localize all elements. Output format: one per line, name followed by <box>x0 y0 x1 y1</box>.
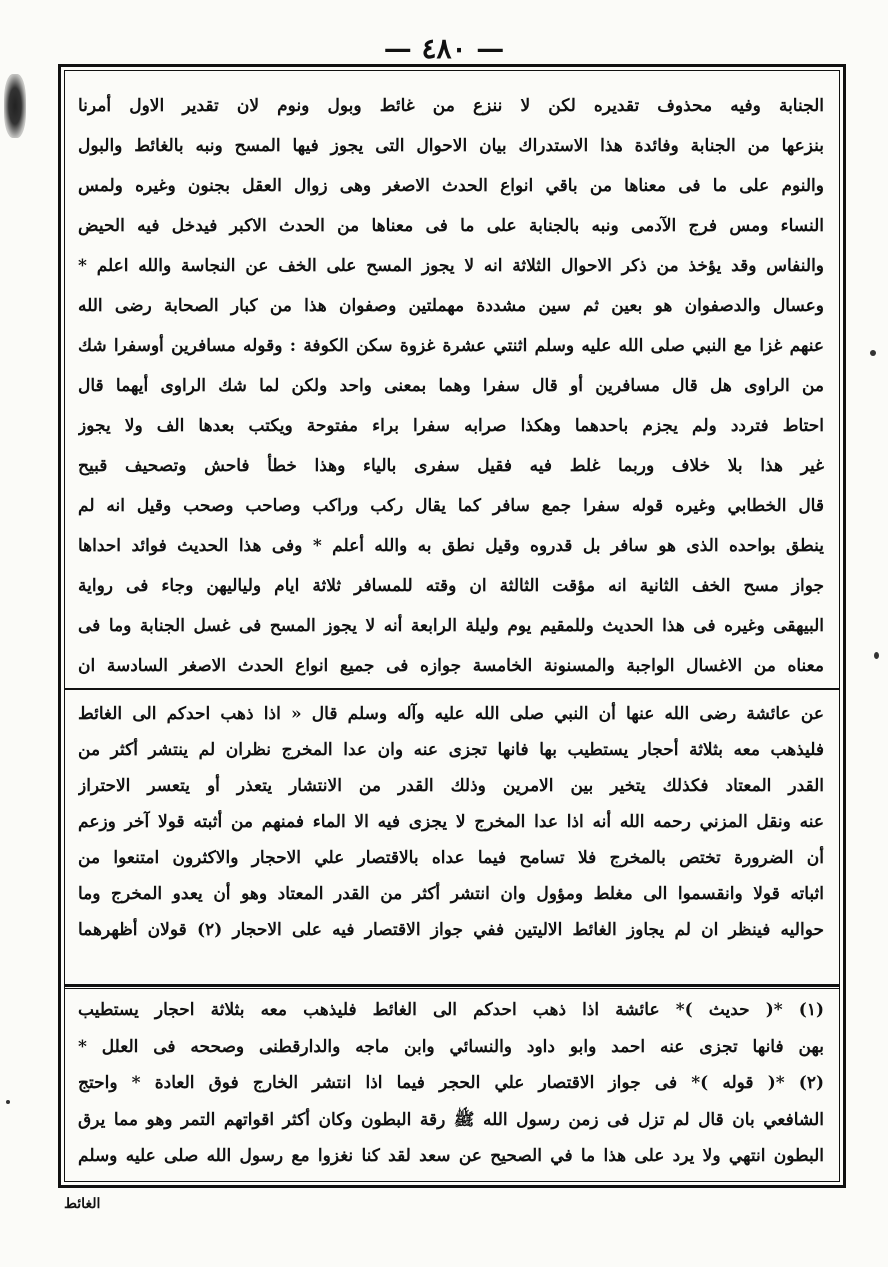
commentary-text <box>78 86 824 686</box>
footnote-line: بهن فانها تجزى عنه احمد وابو داود والنسائي وابن ماجه والدارقطنى وصححه فى العلل * <box>78 1036 824 1057</box>
page-number: — ٤٨٠ — <box>383 32 505 65</box>
commentary-line: ينطق بواحده الذى هو سافر بل قدروه وقيل نطق به والله أعلم * وفى هذا الحديث فوائد احداها <box>78 536 824 556</box>
main-text-line: عن عائشة رضى الله عنها أن النبي صلى الله عليه وآله وسلم قال « اذا ذهب احدكم الى الغائط <box>78 704 824 724</box>
main-text-line: أن الضرورة تختص بالمخرج فلا تسامح فيما عداه بالاقتصار علي الاحجار والاكثرون امتنعوا من <box>78 848 824 868</box>
commentary-line: احتاط فتردد ولم يجزم باحدهما وهكذا صرابه سفرا براء مفتوحة ويكتب بعدها الف ولا يجوز <box>78 416 824 436</box>
commentary-line: معناه من الاغسال الواجبة والمسنونة الخامسة جوازه فى جميع انواع الحدث الاصغر السادسة ان <box>78 656 824 676</box>
commentary-line: الجنابة وفيه محذوف تقديره لكن لا ننزع من غائط وبول ونوم لان تقدير الاول أمرنا <box>78 96 824 116</box>
margin-mark <box>6 1100 10 1104</box>
catchword: الغائط <box>64 1196 101 1212</box>
margin-mark <box>874 652 879 659</box>
footnotes <box>78 992 824 1176</box>
footnote-line: البطون انتهي ولا يرد على هذا ما في الصحيح عن سعد لقد كنا نغزوا مع رسول الله صلى عليه وسلم <box>78 1146 824 1166</box>
main-text-line: القدر المعتاد فكذلك يتخير بين الامرين وذلك القدر من الانتشار يتعذر أو يتعسر الاحتراز <box>78 776 824 796</box>
margin-mark <box>870 350 876 356</box>
footnote-divider <box>64 984 840 987</box>
commentary-line: والنفاس وقد يؤخذ من ذكر الاحوال الثلاثة انه لا يجوز المسح على الخف عن النجاسة والله اعلم * <box>78 256 824 276</box>
commentary-line: جواز مسح الخف الثانية انه مؤقت الثالثة ان وقته للمسافر ثلاثة ايام ولياليهن وجاء فى رواية <box>78 576 824 596</box>
main-text-line: حواليه فينظر ان لم يجاوز الغائط الاليتين ففي جواز الاقتصار فيه على الاحجار (٢) قولان أظهرهما <box>78 920 824 940</box>
footnote-line: الشافعي بان قال لم تزل فى زمن رسول الله ﷺ رقة البطون وكان أكثر اقواتهم التمر وهو مما يرق <box>78 1109 824 1130</box>
main-text <box>78 696 824 976</box>
commentary-line: عنهم غزا مع النبي صلى الله عليه وسلم اثنتي عشرة غزوة سكن الكوفة : وقوله مسافرين أوسفرا شك <box>78 336 824 356</box>
commentary-line: النساء ومس فرج الآدمى ونبه بالجنابة على ما فى معناها من الحدث الاكبر فيدخل فيه الحيض <box>78 216 824 236</box>
section-divider <box>64 688 840 690</box>
commentary-line: من الراوى هل قال مسافرين أو قال سفرا وهما بمعنى واحد ولكن لما شك الراوى أيهما قال <box>78 376 824 396</box>
main-text-line: عنه ونقل المزني رحمه الله أنه اذا عدا المخرج لا يجزى فيه الا الماء فمنهم من أثبته قولا آخر وزعم <box>78 812 824 832</box>
footnote-line: (١) *( حديث )* عائشة اذا ذهب احدكم الى الغائط فليذهب معه بثلاثة احجار يستطيب <box>78 1000 824 1020</box>
margin-ink-blot <box>4 74 26 138</box>
commentary-line: بنزعها من الجنابة وفائدة هذا الاستدراك بيان الاحوال التى يجوز فيها المسح ونبه بالغائط والبول <box>78 136 824 156</box>
main-text-line: فليذهب معه بثلاثة أحجار يستطيب بها فانها تجزى عنه وان عدا المخرج نظران لم ينتشر أكثر من <box>78 740 824 760</box>
commentary-line: والنوم على ما فى معناها من باقي انواع الحدث الاصغر وهى زوال العقل بجنون وغيره ولمس <box>78 176 824 196</box>
main-text-line: اثباته قولا وانقسموا الى مغلط ومؤول وان انتشر أكثر من القدر المعتاد وهو أن يعدو المخرج وما <box>78 884 824 904</box>
footnote-line: (٢) *( قوله )* فى جواز الاقتصار علي الحجر فيما اذا انتشر الخارج فوق العادة * واحتج <box>78 1073 824 1093</box>
commentary-line: وعسال والدصفوان هو بعين ثم سين مشددة مهملتين وصفوان هذا من كبار الصحابة رضى الله <box>78 296 824 316</box>
commentary-line: البيهقى وغيره فى هذا الحديث وللمقيم يوم وليلة الرابعة أنه لا يجوز المسح فى غسل الجنابة وما فى <box>78 616 824 636</box>
commentary-line: غير هذا بلا خلاف وربما غلط فيه فقيل سفرى بالياء وهذا خطأ فاحش وتصحيف قبيح <box>78 456 824 476</box>
commentary-line: قال الخطابي وغيره قوله سفرا جمع سافر كما يقال ركب وراكب وصاحب وصحب وقيل انه لم <box>78 496 824 516</box>
footnote-divider-thin <box>64 988 840 989</box>
